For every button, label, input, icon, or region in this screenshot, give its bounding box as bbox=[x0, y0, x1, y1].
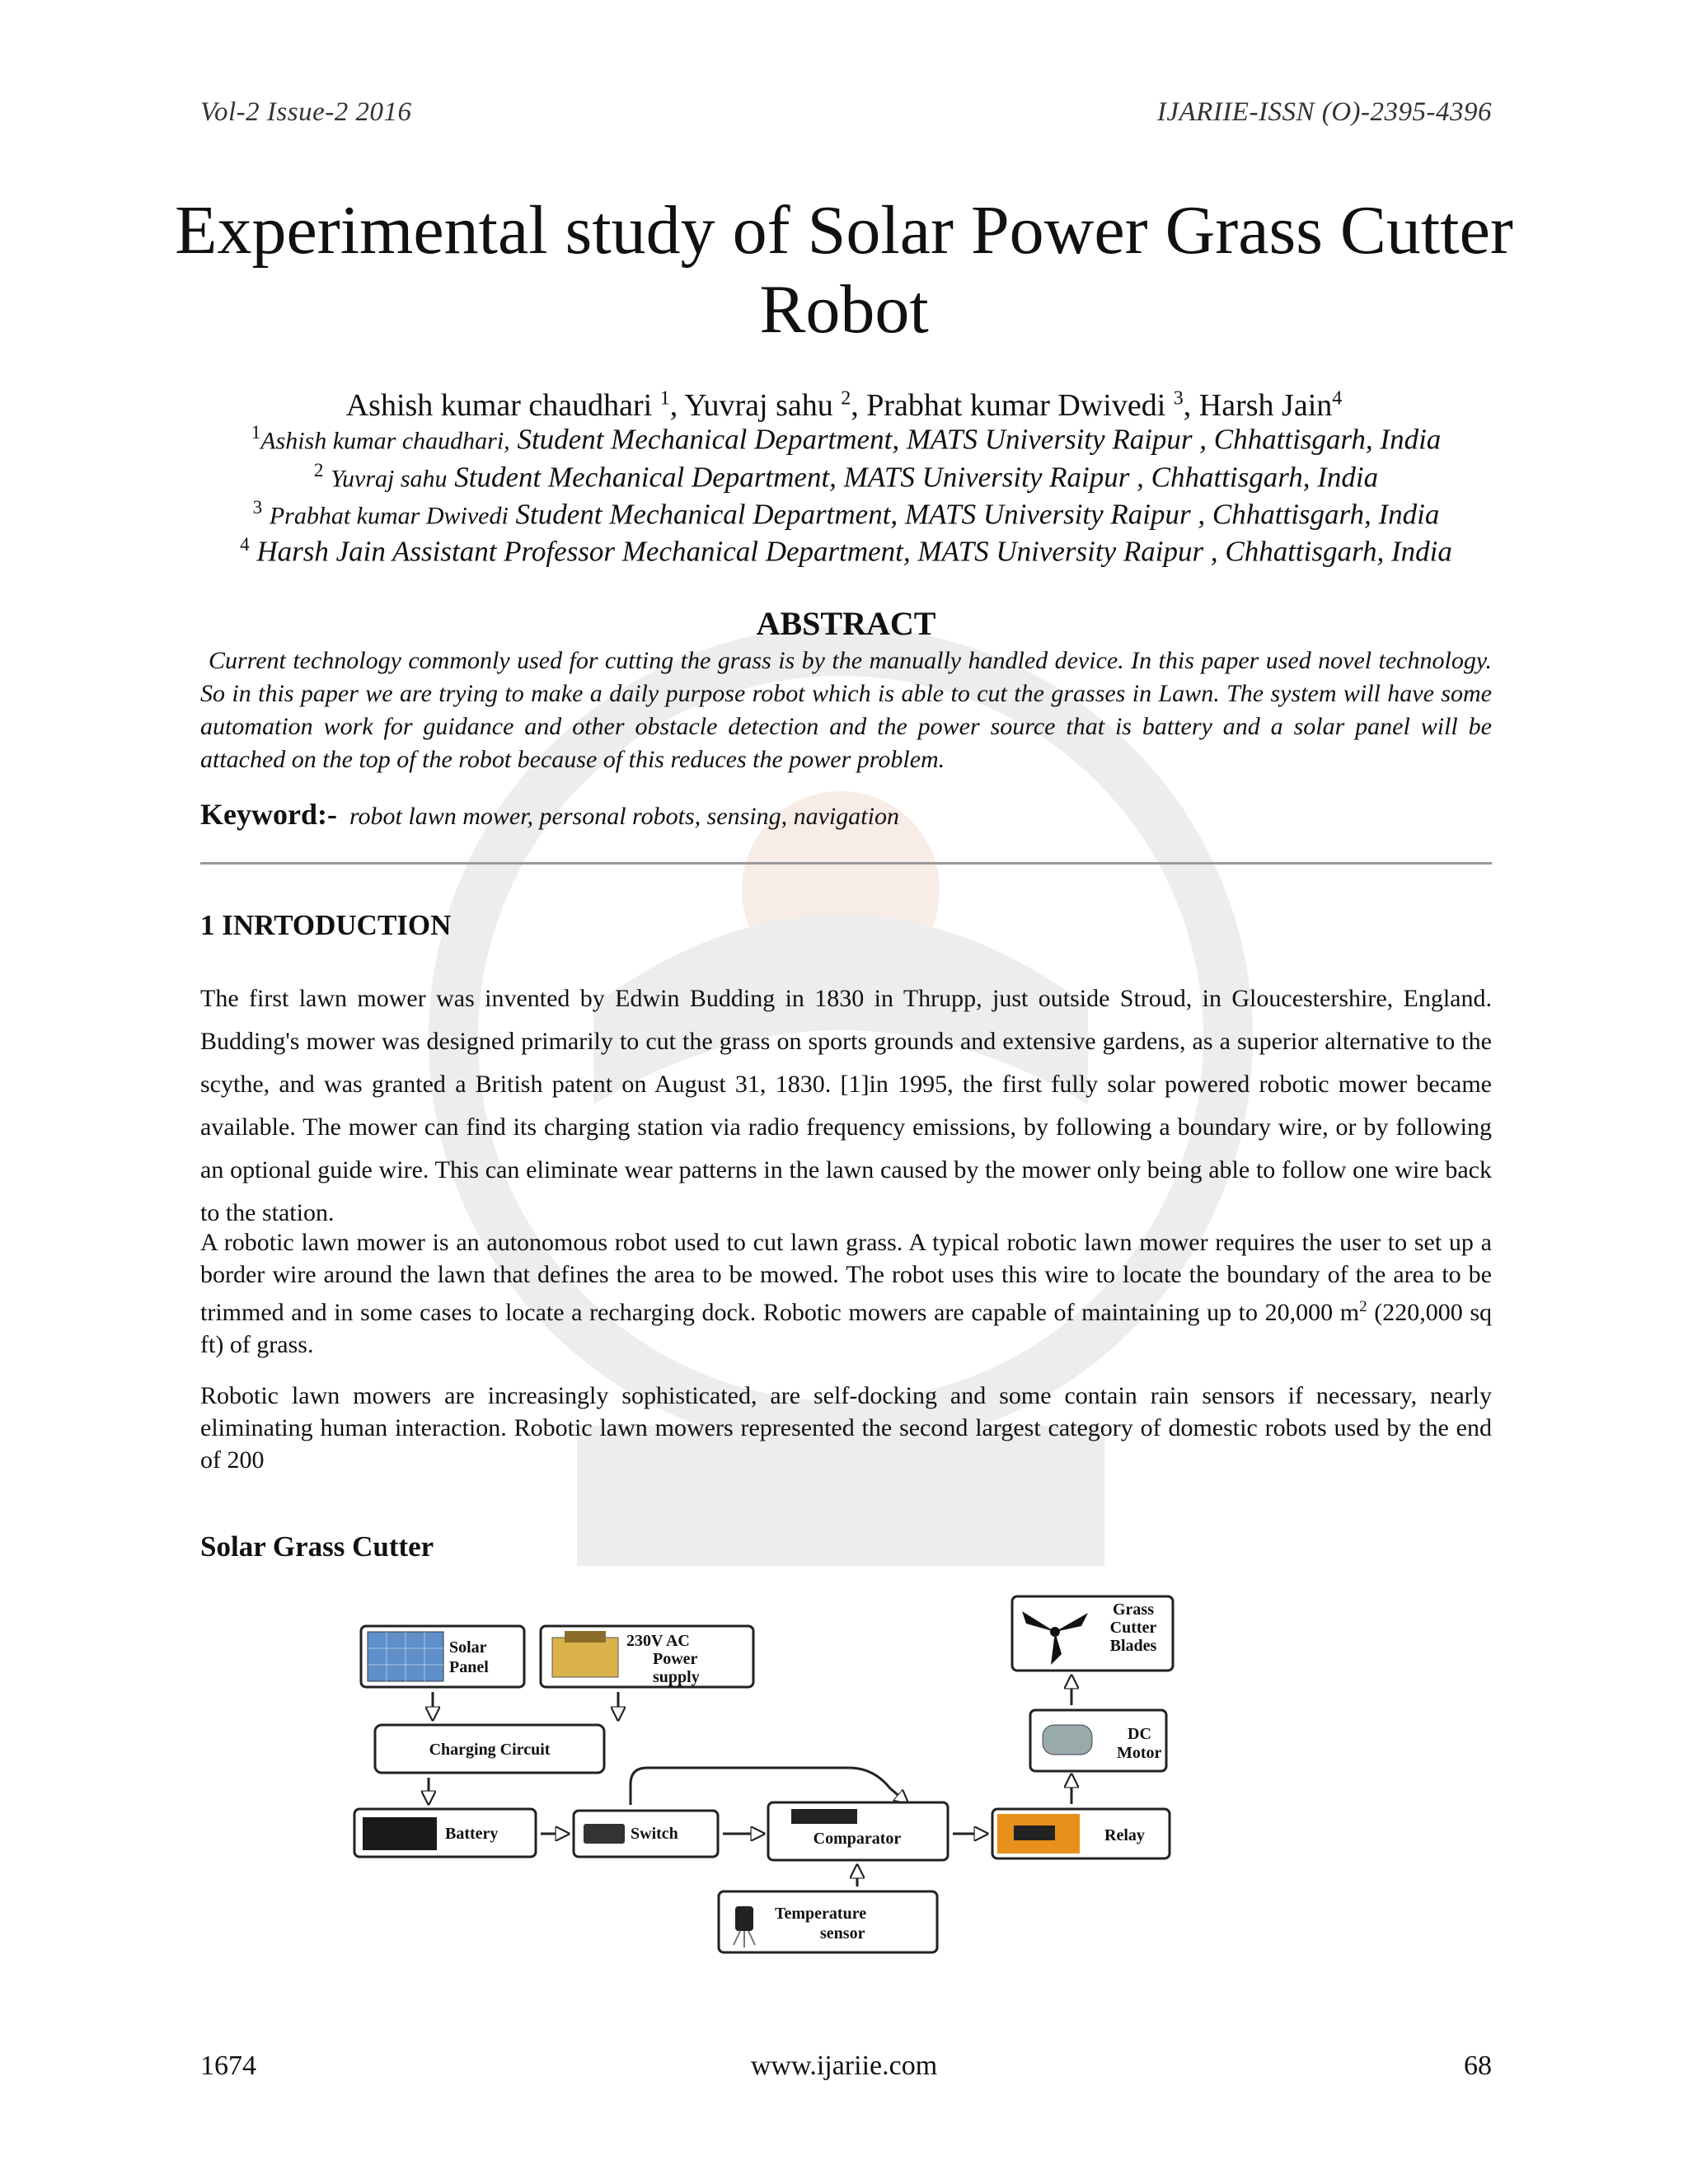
chip-icon bbox=[791, 1809, 857, 1824]
arrow-switch-to-relay-loop bbox=[631, 1768, 907, 1805]
journal-website: www.ijariie.com bbox=[750, 2050, 938, 2081]
affiliation-superscript: 4 bbox=[240, 534, 250, 555]
comparator-label: Comparator bbox=[813, 1830, 902, 1848]
affiliation-name: Prabhat kumar Dwivedi bbox=[269, 502, 509, 530]
author-name: Prabhat kumar Dwivedi bbox=[866, 388, 1166, 423]
keywords-text: robot lawn mower, personal robots, sensing, navigation bbox=[349, 803, 899, 830]
blades-label-1: Grass bbox=[1113, 1601, 1154, 1619]
intro-paragraph-2-text: A robotic lawn mower is an autonomous robot used to cut lawn grass. A typical robotic lawn mower requires the user to set up a border wire around the lawn that defines the area to be mowed. The robot uses this wire to locate the boundary of the area to be trimmed and in some cases to locate a recharging dock. Robotic mowers are capable of maintaining up to 20,000 m bbox=[200, 1229, 1492, 1326]
transformer-icon bbox=[552, 1638, 618, 1677]
charging-circuit-label: Charging Circuit bbox=[429, 1741, 551, 1759]
intro-heading: 1 INRTODUCTION bbox=[200, 909, 452, 941]
affiliation-name: Harsh Jain bbox=[256, 535, 386, 568]
affiliation-4 bbox=[200, 534, 1492, 569]
area-unit-superscript: 2 bbox=[1359, 1298, 1367, 1315]
affiliation-department: Student Mechanical Department, MATS University Raipur , Chhattisgarh, India bbox=[454, 461, 1379, 494]
keywords-label: Keyword:- bbox=[200, 798, 337, 831]
sensor-icon bbox=[735, 1906, 753, 1931]
title-line-2: Robot bbox=[759, 271, 929, 348]
intro-paragraph-3: Robotic lawn mowers are increasingly sophisticated, are self-docking and some contain rain sensors if necessary, nearly eliminating human interaction. Robotic lawn mowers represented the second largest category of domestic robots used by the end of 200 bbox=[200, 1382, 1492, 1474]
blades-label-2: Cutter bbox=[1109, 1619, 1157, 1637]
solar-panel-block bbox=[361, 1626, 524, 1687]
author-name: Ashish kumar chaudhari bbox=[345, 388, 653, 423]
switch-label: Switch bbox=[631, 1825, 678, 1843]
switch-icon bbox=[584, 1824, 625, 1844]
blades-label-3: Blades bbox=[1109, 1637, 1157, 1655]
keywords bbox=[200, 797, 899, 832]
journal-volume-issue: Vol-2 Issue-2 2016 bbox=[200, 97, 412, 127]
relay-block bbox=[992, 1809, 1170, 1858]
affiliation-1 bbox=[200, 422, 1492, 457]
title-line-1: Experimental study of Solar Power Grass Cutter bbox=[175, 192, 1513, 269]
author-superscript: 4 bbox=[1332, 387, 1343, 410]
author-name: Yuvraj sahu bbox=[684, 388, 833, 423]
solar-panel-label-1: Solar bbox=[449, 1638, 487, 1657]
temperature-sensor-label-2: sensor bbox=[820, 1924, 865, 1943]
switch-block bbox=[574, 1811, 718, 1857]
temperature-sensor-block bbox=[719, 1891, 937, 1952]
affiliation-superscript: 2 bbox=[313, 460, 324, 480]
intro-paragraph-1: The first lawn mower was invented by Edwin Budding in 1830 in Thrupp, just outside Stroud, in Gloucestershire, England. Budding's mower was designed primarily to cut the grass on sports grounds and extensive gardens, as a superior alternative to the scythe, and was granted a British patent on August 31, 1830. [1]in 1995, the first fully solar powered robotic mower became available. The mower can find its charging station via radio frequency emissions, by following a boundary wire, or by following an optional guide wire. This can eliminate wear patterns in the lawn caused by the mower only being able to follow one wire back to the station. bbox=[200, 985, 1492, 1226]
abstract-heading: ABSTRACT bbox=[756, 605, 936, 642]
author-list: Ashish kumar chaudhari $^1$, Yuvraj sahu $^2$, Prabhat kumar Dwivedi $^3$, Harsh Jain$^4$ bbox=[345, 387, 1343, 423]
battery-icon bbox=[363, 1817, 437, 1850]
abstract-text: Current technology commonly used for cutting the grass is by the manually handled device. In this paper used novel technology. So in this paper we are trying to make a daily purpose robot which is able to cut the grasses in Lawn. The system will have some automation work for guidance and other obstacle detection and the power source that is battery and a solar panel will be attached on the top of the robot because of this reduces the power problem. bbox=[200, 647, 1492, 773]
affiliation-2 bbox=[200, 460, 1492, 494]
author-name: Harsh Jain bbox=[1198, 388, 1333, 423]
relay-label: Relay bbox=[1104, 1826, 1145, 1844]
affiliation-name: Ashish kumar chaudhari, bbox=[260, 427, 510, 455]
affiliation-name: Yuvraj sahu bbox=[331, 465, 448, 493]
paper-title bbox=[165, 191, 1523, 349]
battery-label: Battery bbox=[445, 1825, 499, 1843]
motor-icon bbox=[1043, 1725, 1092, 1755]
page-id-number: 1674 bbox=[200, 2050, 256, 2081]
intro-paragraph-2-tail: (220,000 sq ft) of grass. bbox=[200, 1299, 1492, 1358]
solar-panel-label-2: Panel bbox=[449, 1658, 489, 1676]
solar-grass-cutter-heading: Solar Grass Cutter bbox=[200, 1530, 434, 1563]
comparator-block bbox=[768, 1802, 948, 1860]
power-supply-block bbox=[541, 1626, 753, 1687]
dc-motor-block bbox=[1030, 1710, 1166, 1771]
block-diagram bbox=[346, 1586, 1191, 1957]
author-superscript: 1 bbox=[659, 387, 670, 410]
power-supply-label-2: Power bbox=[653, 1650, 698, 1668]
dc-motor-label-1: DC bbox=[1128, 1725, 1151, 1743]
affiliation-department: Assistant Professor Mechanical Department, MATS University Raipur , Chhattisgarh, India bbox=[392, 535, 1452, 568]
affiliation-department: Student Mechanical Department, MATS University Raipur , Chhattisgarh, India bbox=[517, 423, 1442, 456]
battery-block bbox=[354, 1809, 536, 1857]
temperature-sensor-label-1: Temperature bbox=[775, 1905, 867, 1923]
author-superscript: 3 bbox=[1173, 387, 1184, 410]
power-supply-label-3: supply bbox=[653, 1668, 700, 1686]
journal-issn: IJARIIE-ISSN (O)-2395-4396 bbox=[1156, 97, 1492, 127]
intro-paragraph-2 bbox=[200, 1226, 1492, 1361]
affiliation-department: Student Mechanical Department, MATS University Raipur , Chhattisgarh, India bbox=[515, 498, 1440, 531]
affiliation-superscript: 3 bbox=[252, 497, 263, 518]
grass-cutter-blades-block bbox=[1012, 1596, 1173, 1671]
charging-circuit-block bbox=[375, 1725, 604, 1773]
affiliation-3 bbox=[200, 497, 1492, 532]
power-supply-label-1: 230V AC bbox=[626, 1632, 690, 1650]
affiliation-superscript: 1 bbox=[251, 422, 261, 443]
section-divider bbox=[200, 862, 1492, 865]
author-superscript: 2 bbox=[841, 387, 851, 410]
page-number: 68 bbox=[1464, 2050, 1492, 2081]
dc-motor-label-2: Motor bbox=[1117, 1744, 1162, 1762]
